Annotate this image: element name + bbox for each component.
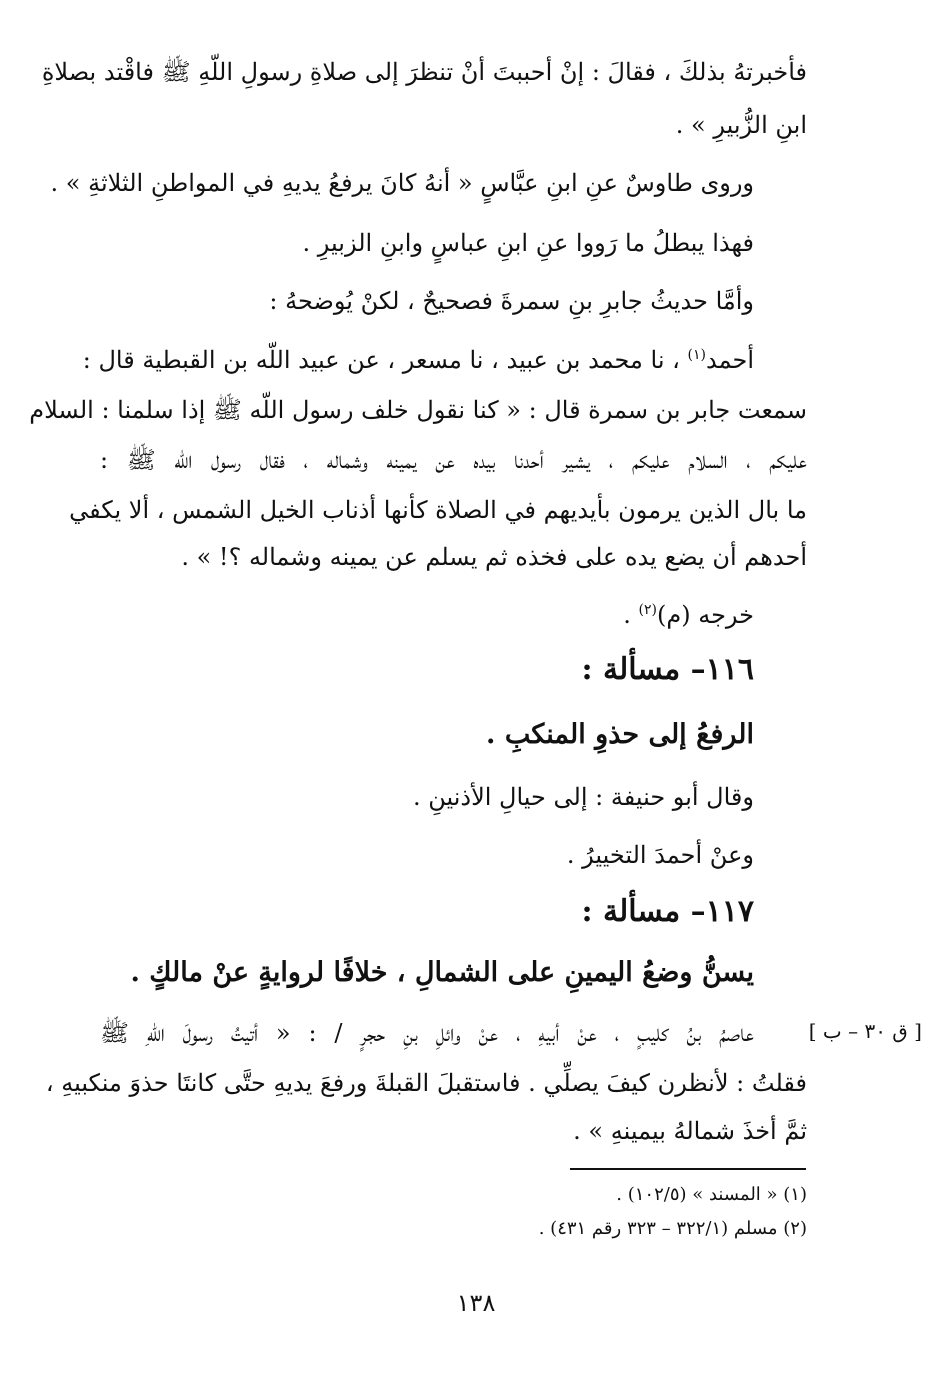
- footnote: (١) « المسند » (١٠٢/٥) .: [616, 1184, 807, 1205]
- issue-statement: الرفعُ إلى حذوِ المنكبِ .: [486, 719, 754, 750]
- paragraph-line: [100, 598, 754, 632]
- paragraph-line: فقلتُ : لأنظرن كيفَ يصلِّي . فاستقبلَ القبلةَ ورفعَ يديهِ حتَّى كانتَا حذوَ منكبيهِ ،: [45, 1069, 807, 1097]
- text-span: خرجه (م): [657, 601, 754, 629]
- paragraph-line: سمعت جابر بن سمرة قال : « كنا نقول خلف رسول اللّه ﷺ إذا سلمنا : السلام: [29, 396, 807, 424]
- margin-note: [ ق ٣٠ – ب ]: [808, 1019, 922, 1043]
- paragraph-line: ثمَّ أخذَ شمالهُ بيمينهِ » .: [573, 1117, 807, 1145]
- issue-statement: يسنُّ وضعُ اليمينِ على الشمالِ ، خلافًا لروايةٍ عنْ مالكٍ .: [130, 957, 754, 988]
- page-number: ١٣٨: [456, 1289, 496, 1317]
- issue-heading: ١١٦– مسألة :: [581, 652, 754, 687]
- paragraph-line: وأمَّا حديثُ جابرِ بنِ سمرةَ فصحيحٌ ، لكنْ يُوضحهُ :: [269, 287, 754, 315]
- footnote-separator: [570, 1168, 806, 1170]
- text-span: أحمد: [706, 346, 754, 374]
- paragraph-line: وقال أبو حنيفة : إلى حيالِ الأذنينِ .: [412, 783, 754, 811]
- footnote-ref: (٢): [638, 602, 657, 618]
- paragraph-line: فأخبرتهُ بذلكَ ، فقالَ : إنْ أحببتَ أنْ تنظرَ إلى صلاةِ رسولِ اللّهِ ﷺ فاقْتد بصلاةِ: [41, 58, 807, 86]
- paragraph-line: ابنِ الزُّبيرِ » .: [675, 111, 807, 139]
- paragraph-line: عاصمُ بنُ كليبٍ ، عنْ أبيهِ ، عنْ وائلِ بنِ حجرٍ / : « أتيتُ رسولَ اللّهِ ﷺ: [100, 1019, 754, 1047]
- issue-heading: ١١٧– مسألة :: [581, 894, 754, 929]
- text-span: ، نا محمد بن عبيد ، نا مسعر ، عن عبيد اللّه بن القبطية قال :: [82, 346, 680, 374]
- text-span: .: [623, 601, 631, 629]
- paragraph-line: فهذا يبطلُ ما رَووا عنِ ابنِ عباسٍ وابنِ الزبيرِ .: [302, 229, 754, 257]
- paragraph-line: وعنْ أحمدَ التخييرُ .: [566, 841, 754, 869]
- paragraph-line: [82, 343, 754, 377]
- paragraph-line: عليكم ، السلام عليكم ، يشير أحدنا بيده عن يمينه وشماله ، فقال رسول اللّه ﷺ :: [100, 446, 807, 474]
- paragraph-line: أحدهم أن يضع يده على فخذه ثم يسلم عن يمينه وشماله ؟! » .: [181, 543, 807, 571]
- footnote-ref: (١): [687, 347, 707, 363]
- paragraph-line: ما بال الذين يرمون بأيديهم في الصلاة كأنها أذناب الخيل الشمس ، ألا يكفي: [69, 496, 807, 524]
- footnote: (٢) مسلم (٣٢٢/١ – ٣٢٣ رقم ٤٣١) .: [538, 1218, 807, 1239]
- paragraph-line: وروى طاوسٌ عنِ ابنِ عبَّاسٍ « أنهُ كانَ يرفعُ يديهِ في المواطنِ الثلاثةِ » .: [50, 169, 754, 197]
